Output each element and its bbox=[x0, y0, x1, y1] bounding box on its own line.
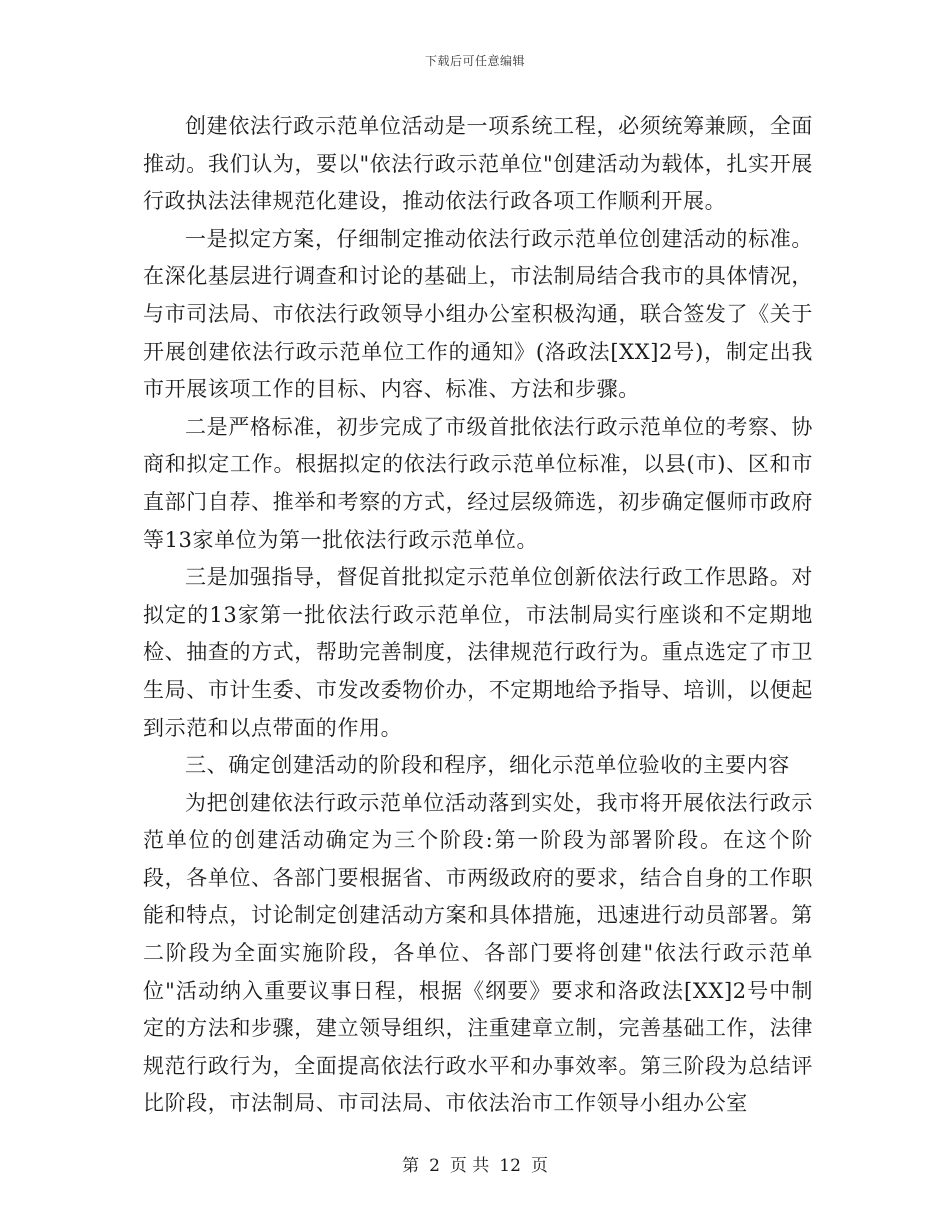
paragraph: 一是拟定方案，仔细制定推动依法行政示范单位创建活动的标准。在深化基层进行调查和讨论的基础上，市法制局结合我市的具体情况，与市司法局、市依法行政领导小组办公室积极沟通，联合签发了《关于开展创建依法行政示范单位工作的通知》(洛政法[XX]2号)，制定出我市开展该项工作的目标、内容、标准、方法和步骤。 bbox=[143, 226, 813, 402]
page-number: 2 bbox=[429, 1156, 440, 1176]
document-body bbox=[143, 108, 813, 1123]
paragraph: 三是加强指导，督促首批拟定示范单位创新依法行政工作思路。对拟定的13家第一批依法行政示范单位，市法制局实行座谈和不定期地检、抽查的方式，帮助完善制度，法律规范行政行为。重点选定了市卫生局、市计生委、市发改委物价办，不定期地给予指导、培训，以便起到示范和以点带面的作用。 bbox=[143, 565, 813, 740]
page-footer bbox=[0, 1155, 950, 1177]
page-header-note: 下载后可任意编辑 bbox=[424, 54, 525, 68]
paragraph: 为把创建依法行政示范单位活动落到实处，我市将开展依法行政示范单位的创建活动确定为三个阶段:第一阶段为部署阶段。在这个阶段，各单位、各部门要根据省、市两级政府的要求，结合自身的工作职能和特点，讨论制定创建活动方案和具体措施，迅速进行动员部署。第二阶段为全面实施阶段，各单位、各部门要将创建"依法行政示范单位"活动纳入重要议事日程，根据《纲要》要求和洛政法[XX]2号中制定的方法和步骤，建立领导组织，注重建章立制，完善基础工作，法律规范行政行为，全面提高依法行政水平和办事效率。第三阶段为总结评比阶段，市法制局、市司法局、市依法治市工作领导小组办公室 bbox=[143, 790, 813, 1116]
section-heading: 三、确定创建活动的阶段和程序，细化示范单位验收的主要内容 bbox=[185, 753, 790, 778]
footer-suffix: 页 bbox=[530, 1156, 548, 1176]
page-total: 12 bbox=[499, 1156, 521, 1176]
paragraph: 二是严格标准，初步完成了市级首批依法行政示范单位的考察、协商和拟定工作。根据拟定的依法行政示范单位标准，以县(市)、区和市直部门自荐、推举和考察的方式，经过层级筛选，初步确定偃师市政府等13家单位为第一批依法行政示范单位。 bbox=[143, 414, 813, 552]
footer-prefix: 第 bbox=[402, 1156, 420, 1176]
footer-middle: 页 共 bbox=[449, 1156, 490, 1176]
paragraph: 创建依法行政示范单位活动是一项系统工程，必须统筹兼顾，全面推动。我们认为，要以"依法行政示范单位"创建活动为载体，扎实开展行政执法法律规范化建设，推动依法行政各项工作顺利开展。 bbox=[143, 114, 813, 214]
